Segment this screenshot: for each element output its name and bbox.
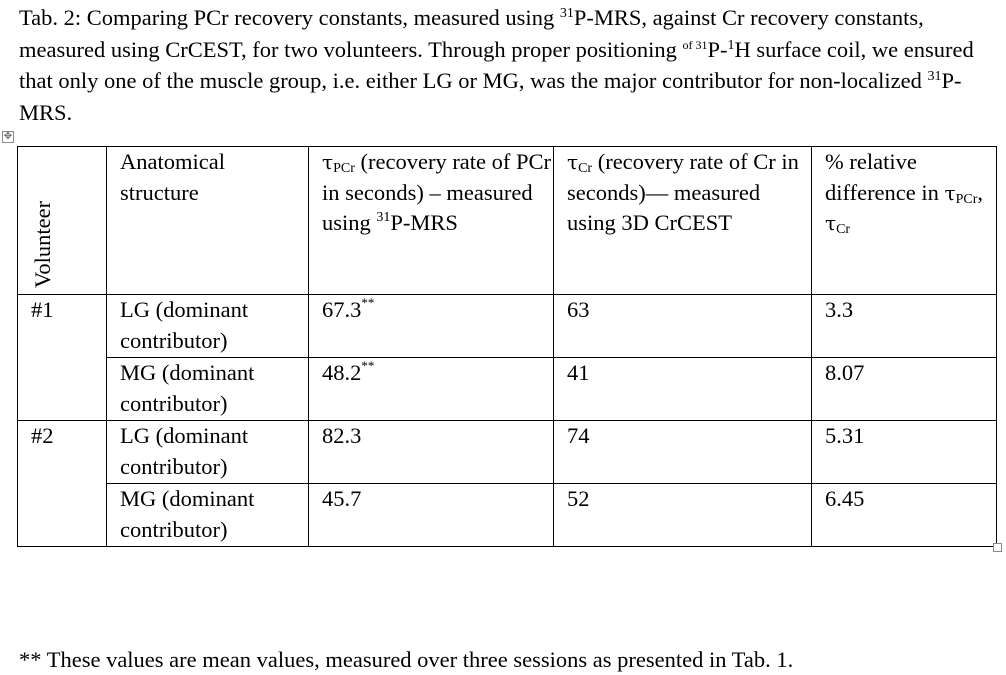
volunteer-label: Volunteer	[30, 200, 55, 288]
comparison-table	[17, 146, 997, 547]
structure-cell: LG (dominant contributor)	[107, 421, 309, 484]
tau-cr-cell: 52	[554, 484, 812, 547]
tau-cr-cell: 63	[554, 295, 812, 358]
volunteer-cell: #1	[18, 295, 107, 421]
header-tau-pcr: $\tau_{PCr}$ (recovery rate of PCr in seconds) – measured using $^{31}$P-MRS	[309, 147, 554, 295]
table-row	[18, 484, 997, 547]
table-row	[18, 358, 997, 421]
tau-pcr-cell: 48.2**	[309, 358, 554, 421]
table-row	[18, 295, 997, 358]
structure-cell: LG (dominant contributor)	[107, 295, 309, 358]
footnote: ** These values are mean values, measured over three sessions as presented in Tab. 1.	[19, 647, 794, 672]
tau-pcr-cell: 82.3	[309, 421, 554, 484]
table-move-handle-icon[interactable]: ✥	[3, 131, 13, 142]
rel-diff-cell: 6.45	[812, 484, 997, 547]
header-relative-difference: % relative difference in $\tau_{PCr}$, $\tau_{Cr}$	[812, 147, 997, 295]
header-volunteer	[18, 147, 107, 295]
table-header-row	[18, 147, 997, 295]
rel-diff-cell: 3.3	[812, 295, 997, 358]
rel-diff-cell: 8.07	[812, 358, 997, 421]
tau-pcr-cell: 67.3**	[309, 295, 554, 358]
rel-diff-cell: 5.31	[812, 421, 997, 484]
header-anatomical-structure: Anatomical structure	[107, 147, 309, 295]
structure-cell: MG (dominant contributor)	[107, 358, 309, 421]
tau-pcr-cell: 45.7	[309, 484, 554, 547]
header-tau-cr: $\tau_{Cr}$ (recovery rate of Cr in seconds)— measured using 3D CrCEST	[554, 147, 812, 295]
table-caption: Tab. 2: Comparing PCr recovery constants, measured using $^{31}$P-MRS, against Cr recovery constants, measured using CrCEST, for two volunteers. Through proper positioning $^{of 31}$P-$^1$H surface coil, we ensured that only one of the muscle group, i.e. either LG or MG, was the major contributor for non-localized $^{31}$P-MRS.	[19, 5, 974, 125]
structure-cell: MG (dominant contributor)	[107, 484, 309, 547]
tau-cr-cell: 74	[554, 421, 812, 484]
table-resize-handle-icon[interactable]	[993, 543, 1002, 552]
table-row	[18, 421, 997, 484]
volunteer-cell: #2	[18, 421, 107, 547]
tau-cr-cell: 41	[554, 358, 812, 421]
